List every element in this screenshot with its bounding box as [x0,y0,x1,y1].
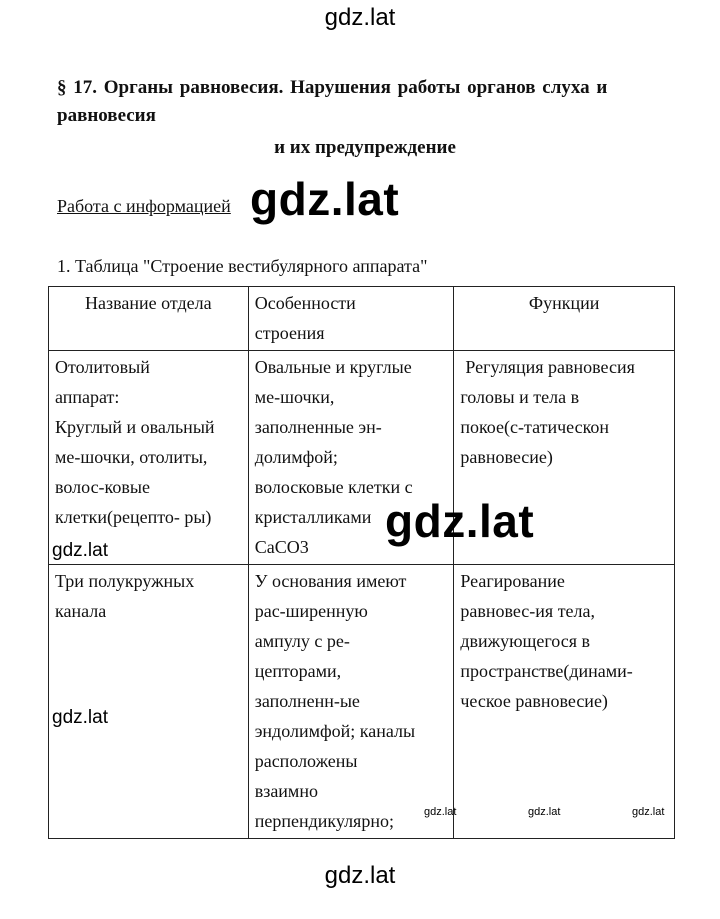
table-caption: 1. Таблица "Строение вестибулярного аппарата" [57,256,428,276]
table-header-row [49,287,675,351]
table-cell: Отолитовый аппарат: Круглый и овальный ме-шочки, отолиты, волос-ковые клетки(рецепто- ры) [49,351,249,565]
watermark-tiny-3: gdz.lat [632,806,665,818]
watermark-tiny-1: gdz.lat [424,806,457,818]
watermark-large-1: gdz.lat [250,173,400,225]
table-cell: Регуляция равновесия головы и тела в покое(с-татическон равновесие) [454,351,675,565]
table-cell: Овальные и круглые ме-шочки, заполненные эн- долимфой; волосковые клетки с кристалликами CaCO3 [248,351,454,565]
watermark-small-1: gdz.lat [52,540,108,561]
watermark-top: gdz.lat [324,4,396,31]
table-cell: Три полукружных канала [49,565,249,839]
header-cell-functions: Функции [454,287,675,351]
watermark-small-2: gdz.lat [52,707,108,728]
watermark-bottom: gdz.lat [324,862,396,889]
table-row [49,565,675,839]
table-cell: Реагирование равновес-ия тела, движующегося в пространстве(динами- ческое равновесие) [454,565,675,839]
work-with-information-label: Работа с информацией [57,196,231,216]
watermark-tiny-2: gdz.lat [528,806,561,818]
header-cell-department: Название отдела [49,287,249,351]
table-row [49,351,675,565]
watermark-large-2: gdz.lat [385,495,535,547]
section-subheading: и их предупреждение [274,137,456,158]
vestibular-structure-table [48,286,675,839]
table-cell: У основания имеют рас-ширенную ампулу с ре- цепторами, заполненн-ые эндолимфой; каналы расположены взаимно перпендикулярно; [248,565,454,839]
header-cell-features: Особенности строения [248,287,454,351]
section-heading: § 17. Органы равновесия. Нарушения работы органов слуха и равновесия [57,77,608,126]
